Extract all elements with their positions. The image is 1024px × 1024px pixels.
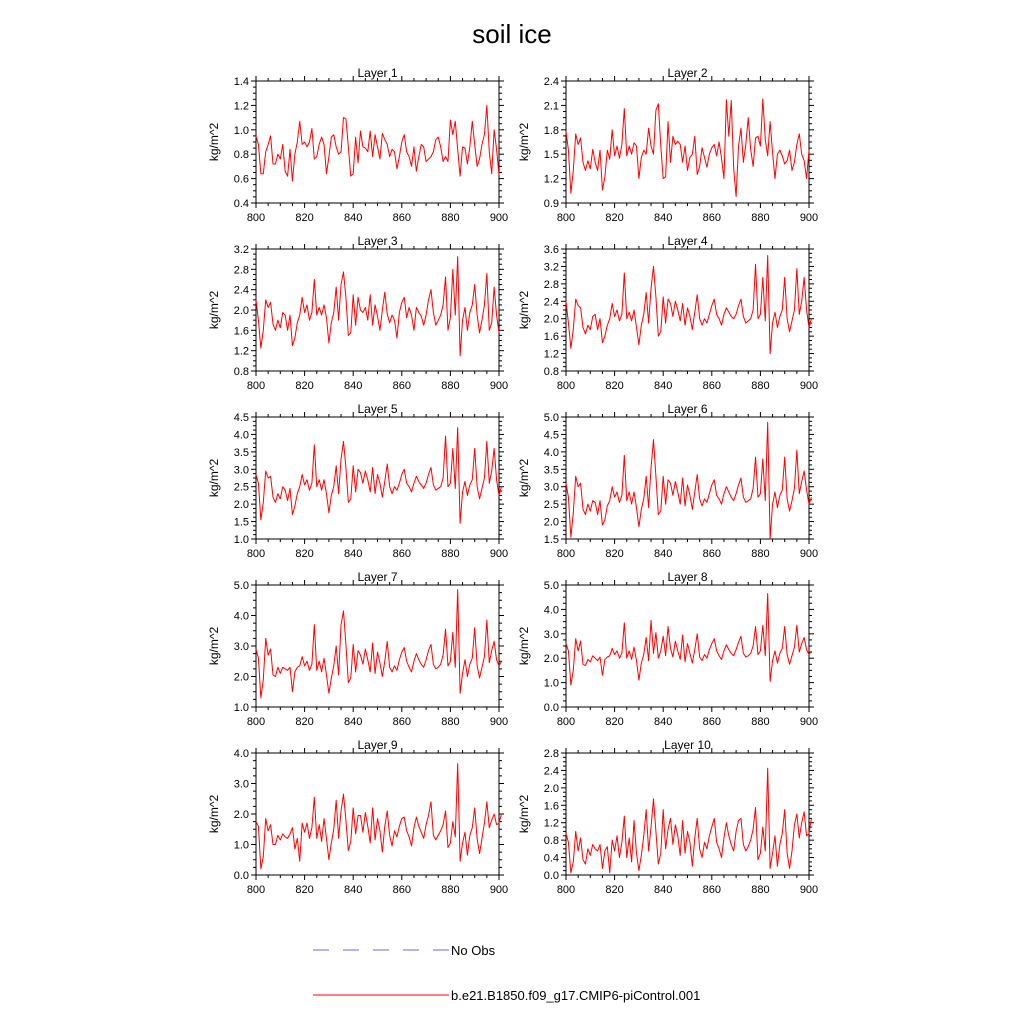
x-tick-label: 860 bbox=[392, 716, 411, 728]
y-tick-label: 2.8 bbox=[543, 278, 559, 291]
y-tick-label: 5.0 bbox=[543, 580, 559, 592]
x-tick-label: 860 bbox=[392, 884, 411, 896]
series-line bbox=[256, 105, 499, 181]
x-tick-label: 820 bbox=[605, 380, 624, 392]
x-tick-label: 820 bbox=[605, 884, 624, 896]
series-line bbox=[256, 764, 501, 869]
x-tick-label: 880 bbox=[441, 884, 460, 896]
y-tick-label: 0.8 bbox=[233, 366, 249, 378]
panel-title: Layer 5 bbox=[357, 402, 398, 416]
y-tick-label: 1.4 bbox=[233, 76, 249, 88]
x-tick-label: 820 bbox=[605, 212, 624, 224]
y-tick-label: 0.4 bbox=[543, 852, 559, 865]
y-tick-label: 2.0 bbox=[543, 653, 559, 666]
x-tick-label: 840 bbox=[654, 716, 673, 728]
y-tick-label: 2.4 bbox=[543, 296, 559, 309]
panel-layer-10 bbox=[517, 738, 818, 896]
y-tick-label: 3.0 bbox=[233, 778, 249, 791]
y-tick-label: 4.0 bbox=[233, 429, 249, 442]
x-tick-label: 800 bbox=[246, 380, 266, 392]
y-tick-label: 2.0 bbox=[233, 499, 249, 512]
y-tick-label: 3.5 bbox=[233, 446, 249, 459]
x-tick-label: 820 bbox=[295, 380, 314, 392]
y-tick-label: 0.4 bbox=[233, 198, 249, 210]
y-tick-label: 1.8 bbox=[543, 124, 559, 137]
x-tick-label: 860 bbox=[702, 884, 721, 896]
x-tick-label: 880 bbox=[751, 716, 770, 728]
x-tick-label: 880 bbox=[441, 716, 460, 728]
y-axis-label: kg/m^2 bbox=[517, 458, 531, 498]
y-tick-label: 1.5 bbox=[233, 516, 249, 529]
x-tick-label: 840 bbox=[344, 212, 363, 224]
x-tick-label: 840 bbox=[654, 884, 673, 896]
y-tick-label: 1.0 bbox=[543, 677, 559, 690]
y-tick-label: 0.6 bbox=[233, 173, 249, 186]
y-tick-label: 2.4 bbox=[543, 765, 559, 778]
y-axis-label: kg/m^2 bbox=[517, 794, 531, 834]
x-tick-label: 820 bbox=[605, 548, 624, 560]
y-tick-label: 1.2 bbox=[543, 348, 559, 361]
y-tick-label: 4.5 bbox=[543, 429, 559, 442]
plot-frame bbox=[256, 81, 499, 203]
series-line bbox=[256, 427, 501, 523]
panel-title: Layer 2 bbox=[667, 66, 708, 80]
y-tick-label: 0.0 bbox=[543, 702, 559, 714]
series-line bbox=[566, 594, 811, 686]
x-tick-label: 860 bbox=[392, 212, 411, 224]
x-tick-label: 800 bbox=[556, 380, 576, 392]
panel-layer-1 bbox=[207, 66, 508, 224]
y-tick-label: 2.0 bbox=[233, 809, 249, 821]
y-axis-label: kg/m^2 bbox=[517, 122, 531, 162]
y-tick-label: 0.8 bbox=[543, 366, 559, 378]
panel-grid bbox=[207, 66, 818, 896]
figure-title: soil ice bbox=[472, 19, 552, 49]
y-tick-label: 2.8 bbox=[233, 264, 249, 277]
y-tick-label: 0.9 bbox=[543, 198, 559, 210]
panel-layer-8 bbox=[517, 570, 818, 728]
y-axis-label: kg/m^2 bbox=[207, 290, 221, 330]
x-tick-label: 820 bbox=[295, 884, 314, 896]
y-tick-label: 2.5 bbox=[543, 499, 559, 512]
y-tick-label: 2.4 bbox=[233, 284, 249, 297]
panel-layer-2 bbox=[517, 66, 818, 224]
x-tick-label: 800 bbox=[246, 212, 266, 224]
x-tick-label: 900 bbox=[489, 884, 509, 896]
x-tick-label: 900 bbox=[799, 884, 819, 896]
y-tick-label: 2.1 bbox=[543, 100, 559, 113]
y-tick-label: 1.5 bbox=[543, 149, 559, 162]
x-tick-label: 800 bbox=[246, 716, 266, 728]
y-tick-label: 1.0 bbox=[233, 702, 249, 714]
y-tick-label: 2.0 bbox=[543, 782, 559, 795]
panel-layer-7 bbox=[207, 570, 508, 728]
legend-label: b.e21.B1850.f09_g17.CMIP6-piControl.001 bbox=[451, 988, 701, 1003]
y-tick-label: 3.0 bbox=[543, 481, 559, 494]
panel-title: Layer 9 bbox=[357, 738, 398, 752]
x-tick-label: 900 bbox=[799, 380, 819, 392]
panel-title: Layer 10 bbox=[664, 738, 711, 752]
x-tick-label: 880 bbox=[441, 548, 460, 560]
plot-frame bbox=[566, 753, 809, 875]
panel-title: Layer 3 bbox=[357, 234, 398, 248]
panel-layer-5 bbox=[207, 402, 508, 560]
x-tick-label: 800 bbox=[246, 548, 266, 560]
x-tick-label: 820 bbox=[605, 716, 624, 728]
panel-layer-3 bbox=[207, 234, 508, 392]
panel-title: Layer 1 bbox=[357, 66, 398, 80]
y-axis-label: kg/m^2 bbox=[207, 122, 221, 162]
y-tick-label: 0.8 bbox=[543, 835, 559, 848]
y-tick-label: 2.4 bbox=[543, 76, 559, 88]
legend bbox=[313, 943, 700, 1003]
panel-title: Layer 8 bbox=[667, 570, 708, 584]
x-tick-label: 800 bbox=[556, 716, 576, 728]
x-tick-label: 860 bbox=[702, 548, 721, 560]
y-tick-label: 3.0 bbox=[543, 628, 559, 641]
y-axis-label: kg/m^2 bbox=[517, 626, 531, 666]
y-tick-label: 1.6 bbox=[233, 325, 249, 338]
y-tick-label: 4.0 bbox=[543, 604, 559, 617]
x-tick-label: 880 bbox=[751, 884, 770, 896]
y-tick-label: 1.6 bbox=[543, 800, 559, 813]
y-tick-label: 2.5 bbox=[233, 481, 249, 494]
y-tick-label: 3.0 bbox=[233, 464, 249, 477]
x-tick-label: 800 bbox=[556, 884, 576, 896]
x-tick-label: 820 bbox=[295, 212, 314, 224]
x-tick-label: 880 bbox=[751, 548, 770, 560]
x-tick-label: 840 bbox=[344, 716, 363, 728]
y-tick-label: 2.0 bbox=[233, 305, 249, 317]
y-tick-label: 1.0 bbox=[233, 839, 249, 852]
x-tick-label: 820 bbox=[295, 716, 314, 728]
x-tick-label: 800 bbox=[556, 212, 576, 224]
x-tick-label: 860 bbox=[702, 212, 721, 224]
y-tick-label: 2.0 bbox=[543, 516, 559, 529]
plot-frame bbox=[256, 753, 499, 875]
x-tick-label: 900 bbox=[489, 380, 509, 392]
x-tick-label: 820 bbox=[295, 548, 314, 560]
y-tick-label: 1.6 bbox=[543, 331, 559, 344]
panel-layer-9 bbox=[207, 738, 508, 896]
y-tick-label: 1.0 bbox=[233, 534, 249, 546]
x-tick-label: 900 bbox=[799, 212, 819, 224]
y-tick-label: 1.2 bbox=[233, 345, 249, 358]
y-axis-label: kg/m^2 bbox=[207, 626, 221, 666]
y-tick-label: 4.5 bbox=[233, 412, 249, 424]
x-tick-label: 900 bbox=[799, 548, 819, 560]
x-tick-label: 880 bbox=[441, 212, 460, 224]
y-tick-label: 0.0 bbox=[543, 870, 559, 882]
x-tick-label: 880 bbox=[751, 380, 770, 392]
series-line bbox=[256, 590, 501, 698]
x-tick-label: 880 bbox=[751, 212, 770, 224]
y-tick-label: 0.0 bbox=[233, 870, 249, 882]
y-tick-label: 5.0 bbox=[543, 412, 559, 424]
y-tick-label: 1.2 bbox=[543, 817, 559, 830]
plot-frame bbox=[256, 249, 499, 371]
x-tick-label: 840 bbox=[654, 212, 673, 224]
panel-layer-6 bbox=[517, 402, 818, 560]
panel-title: Layer 7 bbox=[357, 570, 398, 584]
x-tick-label: 860 bbox=[702, 380, 721, 392]
x-tick-label: 900 bbox=[489, 716, 509, 728]
y-tick-label: 1.5 bbox=[543, 534, 559, 546]
x-tick-label: 900 bbox=[489, 548, 509, 560]
x-tick-label: 840 bbox=[344, 884, 363, 896]
panel-layer-4 bbox=[517, 234, 818, 392]
y-tick-label: 4.0 bbox=[233, 610, 249, 623]
y-tick-label: 3.0 bbox=[233, 641, 249, 653]
series-line bbox=[256, 257, 499, 356]
panel-title: Layer 6 bbox=[667, 402, 708, 416]
y-axis-label: kg/m^2 bbox=[207, 458, 221, 498]
x-tick-label: 900 bbox=[489, 212, 509, 224]
y-tick-label: 3.6 bbox=[543, 244, 559, 256]
legend-label: No Obs bbox=[451, 943, 496, 958]
y-tick-label: 3.5 bbox=[543, 464, 559, 477]
x-tick-label: 880 bbox=[441, 380, 460, 392]
y-tick-label: 4.0 bbox=[233, 748, 249, 760]
series-line bbox=[566, 99, 809, 197]
y-tick-label: 1.0 bbox=[233, 124, 249, 137]
x-tick-label: 800 bbox=[246, 884, 266, 896]
series-line bbox=[566, 256, 811, 354]
x-tick-label: 860 bbox=[392, 548, 411, 560]
y-tick-label: 3.2 bbox=[543, 261, 559, 274]
y-tick-label: 0.8 bbox=[233, 149, 249, 162]
x-tick-label: 840 bbox=[654, 548, 673, 560]
x-tick-label: 860 bbox=[702, 716, 721, 728]
x-tick-label: 840 bbox=[654, 380, 673, 392]
series-line bbox=[566, 422, 811, 539]
x-tick-label: 860 bbox=[392, 380, 411, 392]
x-tick-label: 840 bbox=[344, 380, 363, 392]
y-axis-label: kg/m^2 bbox=[207, 794, 221, 834]
y-tick-label: 4.0 bbox=[543, 446, 559, 459]
panel-title: Layer 4 bbox=[667, 234, 708, 248]
x-tick-label: 900 bbox=[799, 716, 819, 728]
x-tick-label: 840 bbox=[344, 548, 363, 560]
series-line bbox=[566, 768, 811, 873]
y-tick-label: 5.0 bbox=[233, 580, 249, 592]
y-tick-label: 2.8 bbox=[543, 748, 559, 760]
y-tick-label: 2.0 bbox=[543, 313, 559, 326]
y-axis-label: kg/m^2 bbox=[517, 290, 531, 330]
y-tick-label: 1.2 bbox=[543, 173, 559, 186]
x-tick-label: 800 bbox=[556, 548, 576, 560]
y-tick-label: 1.2 bbox=[233, 100, 249, 113]
y-tick-label: 3.2 bbox=[233, 244, 249, 256]
y-tick-label: 2.0 bbox=[233, 671, 249, 684]
